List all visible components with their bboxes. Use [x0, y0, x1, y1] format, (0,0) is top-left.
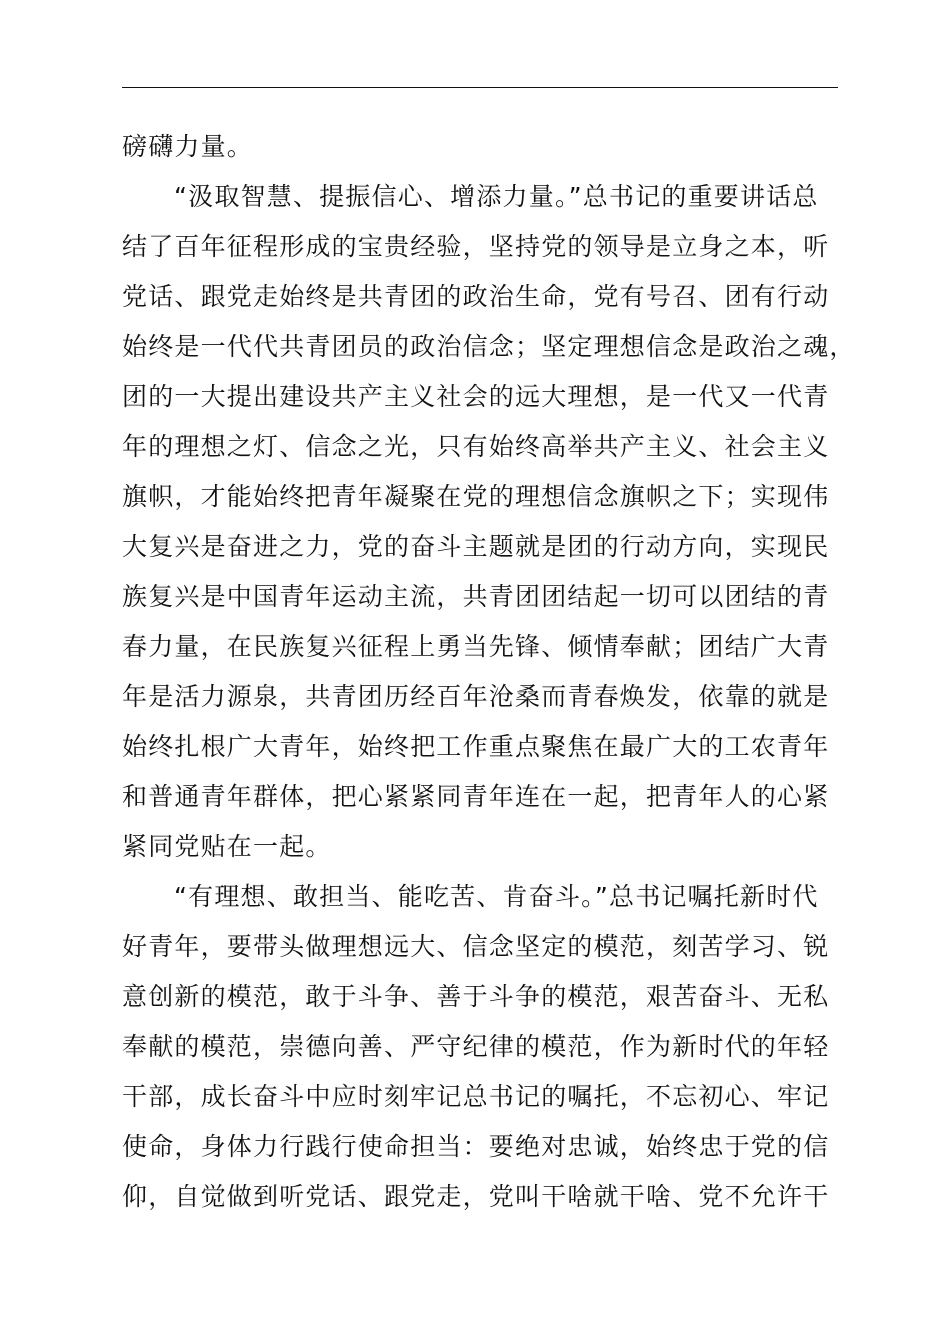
- text-line: 仰，自觉做到听党话、跟党走，党叫干啥就干啥、党不允许干: [122, 1182, 830, 1211]
- text-line: 意创新的模范，敢于斗争、善于斗争的模范，艰苦奋斗、无私: [122, 982, 830, 1011]
- body-text: [122, 122, 856, 1222]
- text-line: 磅礴力量。: [122, 132, 254, 161]
- text-line: 年是活力源泉，共青团历经百年沧桑而青春焕发，依靠的就是: [122, 682, 830, 711]
- text-line: 团的一大提出建设共产主义社会的远大理想，是一代又一代青: [122, 382, 830, 411]
- paragraph-start-line: “有理想、敢担当、能吃苦、肯奋斗。”总书记嘱托新时代: [174, 882, 819, 911]
- text-line: 始终是一代代共青团员的政治信念；坚定理想信念是政治之魂，: [122, 332, 856, 361]
- text-line: 大复兴是奋进之力，党的奋斗主题就是团的行动方向，实现民: [122, 532, 830, 561]
- text-line: 紧同党贴在一起。: [122, 832, 332, 861]
- text-line: 族复兴是中国青年运动主流，共青团团结起一切可以团结的青: [122, 582, 830, 611]
- text-line: 年的理想之灯、信念之光，只有始终高举共产主义、社会主义: [122, 432, 830, 461]
- paragraph-start-line: “汲取智慧、提振信心、增添力量。”总书记的重要讲话总: [174, 182, 819, 211]
- text-line: 使命，身体力行践行使命担当：要绝对忠诚，始终忠于党的信: [122, 1132, 830, 1161]
- text-line: 党话、跟党走始终是共青团的政治生命，党有号召、团有行动: [122, 282, 830, 311]
- text-line: 奉献的模范，崇德向善、严守纪律的模范，作为新时代的年轻: [122, 1032, 830, 1061]
- text-line: 旗帜，才能始终把青年凝聚在党的理想信念旗帜之下；实现伟: [122, 482, 830, 511]
- header-rule: [122, 87, 838, 88]
- text-line: 干部，成长奋斗中应时刻牢记总书记的嘱托，不忘初心、牢记: [122, 1082, 830, 1111]
- text-line: 结了百年征程形成的宝贵经验，坚持党的领导是立身之本，听: [122, 232, 830, 261]
- text-line: 始终扎根广大青年，始终把工作重点聚焦在最广大的工农青年: [122, 732, 830, 761]
- text-line: 好青年，要带头做理想远大、信念坚定的模范，刻苦学习、锐: [122, 932, 830, 961]
- text-line: 和普通青年群体，把心紧紧同青年连在一起，把青年人的心紧: [122, 782, 830, 811]
- text-line: 春力量，在民族复兴征程上勇当先锋、倾情奉献；团结广大青: [122, 632, 830, 661]
